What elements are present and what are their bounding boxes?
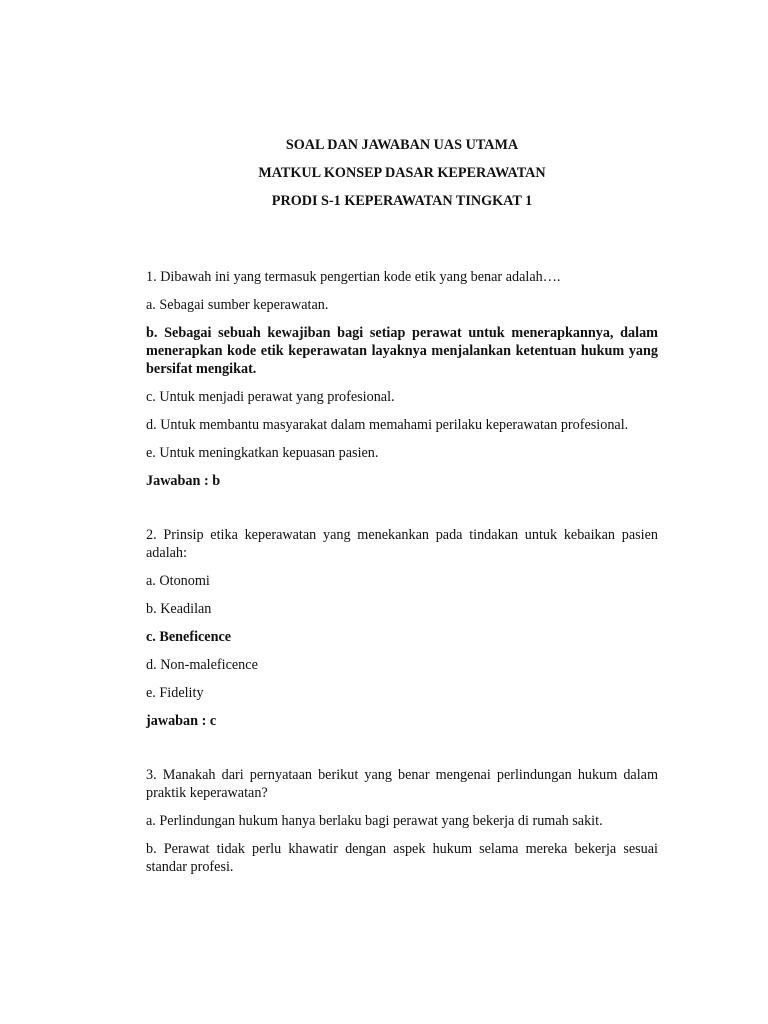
option-a: a. Perlindungan hukum hanya berlaku bagi perawat yang bekerja di rumah sakit. [146, 813, 603, 829]
question-text: 1. Dibawah ini yang termasuk pengertian kode etik yang benar adalah…. [146, 269, 561, 285]
option-a: a. Sebagai sumber keperawatan. [146, 297, 329, 313]
question-text: 2. Prinsip etika keperawatan yang menekankan pada tindakan untuk kebaikan pasien adalah: [146, 527, 658, 561]
question-2 [146, 526, 658, 730]
document-header [146, 136, 658, 210]
option-a: a. Otonomi [146, 573, 210, 589]
option-b: b. Perawat tidak perlu khawatir dengan aspek hukum selama mereka bekerja sesuai standar profesi. [146, 841, 658, 875]
option-b-correct: b. Sebagai sebuah kewajiban bagi setiap perawat untuk menerapkannya, dalam menerapkan kode etik keperawatan layaknya menjalankan ketentuan hukum yang bersifat mengikat. [146, 325, 658, 377]
option-e: e. Untuk meningkatkan kepuasan pasien. [146, 445, 379, 461]
question-1 [146, 268, 658, 490]
option-c-correct: c. Beneficence [146, 629, 232, 645]
option-b: b. Keadilan [146, 601, 212, 617]
question-list [146, 268, 658, 876]
option-c: c. Untuk menjadi perawat yang profesional. [146, 389, 395, 405]
question-3 [146, 766, 658, 876]
option-e: e. Fidelity [146, 685, 204, 701]
answer-key: jawaban : c [146, 713, 217, 729]
header-program: PRODI S-1 KEPERAWATAN TINGKAT 1 [271, 193, 533, 209]
document-page [146, 136, 658, 912]
header-course: MATKUL KONSEP DASAR KEPERAWATAN [258, 165, 546, 181]
question-text: 3. Manakah dari pernyataan berikut yang benar mengenai perlindungan hukum dalam praktik keperawatan? [146, 767, 658, 801]
answer-key: Jawaban : b [146, 473, 221, 489]
option-d: d. Untuk membantu masyarakat dalam memahami perilaku keperawatan profesional. [146, 417, 629, 433]
header-title: SOAL DAN JAWABAN UAS UTAMA [285, 137, 519, 153]
option-d: d. Non-maleficence [146, 657, 258, 673]
